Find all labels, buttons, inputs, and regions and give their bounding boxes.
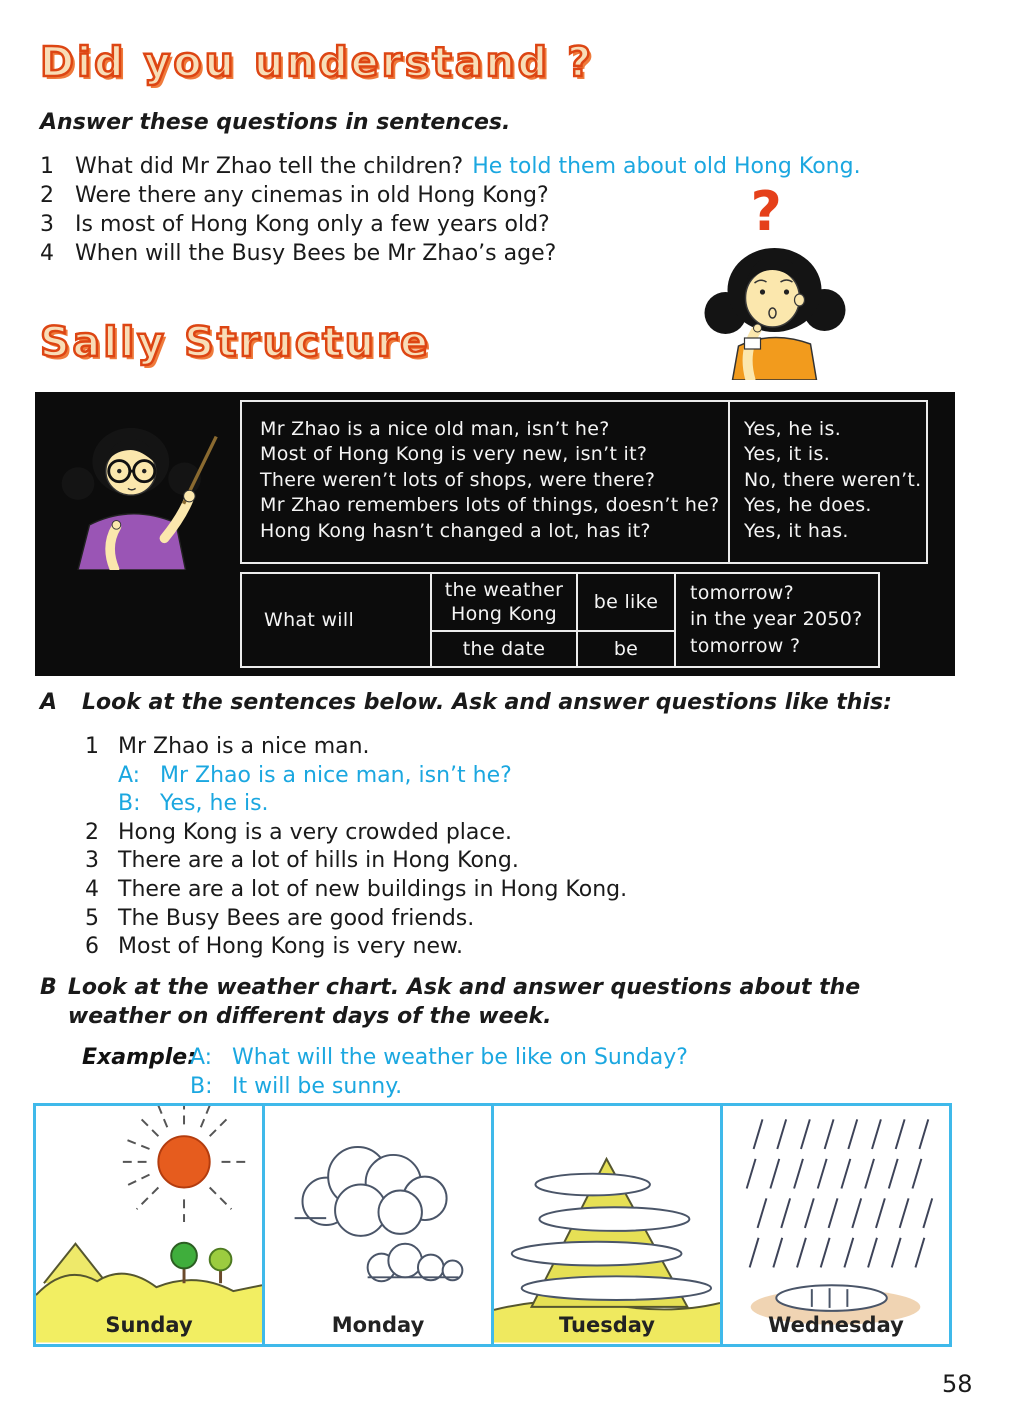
exercise-b-instruction: Look at the weather chart. Ask and answer questions about the weather on different days of the week.: [67, 975, 861, 1029]
will-starter-cell: [242, 574, 430, 666]
list-item: [85, 905, 892, 934]
cloud-icon: [368, 1244, 463, 1282]
what-will-table: [240, 572, 880, 668]
speaker-b-label: B:: [190, 1074, 213, 1099]
exercise-a-label: A: [40, 690, 58, 715]
day-label: Sunday: [105, 1313, 193, 1337]
tag-answer: Yes, he does.: [744, 494, 872, 517]
list-item: [85, 847, 892, 876]
question-answer: He told them about old Hong Kong.: [472, 154, 861, 179]
item-text: There are a lot of new buildings in Hong Kong.: [118, 876, 628, 902]
question-number: 3: [40, 212, 54, 237]
example-line-b: [82, 1072, 688, 1101]
tag-question: Hong Kong hasn’t changed a lot, has it?: [260, 519, 651, 542]
example-line-a: [82, 1043, 688, 1072]
tag-question: There weren’t lots of shops, were there?: [260, 468, 656, 491]
puddle-icon: [776, 1285, 887, 1311]
speaker-a-label: A:: [190, 1045, 213, 1070]
question-number: 4: [40, 241, 54, 266]
question-row: [40, 152, 861, 181]
dialogue-line-a: [85, 762, 892, 791]
speaker-b-text: It will be sunny.: [232, 1074, 403, 1099]
section-title-sally-structure: Sally Structure: [40, 318, 431, 366]
question-text: When will the Busy Bees be Mr Zhao’s age?: [75, 241, 557, 266]
item-number: 1: [85, 734, 99, 759]
exercise-a: [40, 688, 892, 962]
sun-icon: [121, 1106, 247, 1222]
list-item: [85, 733, 892, 762]
tag-answer-column: [728, 402, 926, 562]
example-label: Example:: [82, 1045, 196, 1070]
sunny-illustration: [36, 1106, 262, 1344]
weather-panel-tuesday: [494, 1106, 723, 1344]
exercise-a-heading: [40, 688, 892, 717]
question-number: 1: [40, 154, 54, 179]
tag-answer: No, there weren’t.: [744, 468, 922, 491]
will-ending-line2: in the year 2050?: [690, 608, 863, 630]
cloudy-illustration: [265, 1106, 491, 1344]
item-number: 2: [85, 819, 99, 845]
weather-panel-sunday: [36, 1106, 265, 1344]
will-subject1-cell: [430, 574, 576, 630]
will-subject2-cell: the date: [430, 630, 576, 666]
will-ending-line3: tomorrow ?: [690, 635, 801, 657]
section1-instruction: Answer these questions in sentences.: [40, 110, 511, 135]
misty-hill-illustration: [494, 1106, 720, 1344]
sally-structure-panel: [35, 392, 955, 676]
item-text: The Busy Bees are good friends.: [118, 905, 475, 931]
tag-question-table: [240, 400, 928, 564]
speaker-b-text: Yes, he is.: [160, 791, 269, 817]
tag-question: Mr Zhao remembers lots of things, doesn’t he?: [260, 494, 720, 517]
will-subject1-line2: Hong Kong: [451, 603, 557, 625]
question-text: Were there any cinemas in old Hong Kong?: [75, 183, 549, 208]
rain-icon: [747, 1119, 933, 1267]
question-mark-icon: ?: [750, 180, 782, 243]
item-number: 3: [85, 848, 99, 874]
item-text: Mr Zhao is a nice man.: [118, 734, 370, 759]
will-verb1-cell: be like: [576, 574, 674, 630]
list-item: [85, 819, 892, 848]
item-number: 6: [85, 934, 99, 960]
tag-question: Most of Hong Kong is very new, isn’t it?: [260, 443, 648, 466]
day-label: Monday: [331, 1313, 425, 1337]
question-text: What did Mr Zhao tell the children?: [75, 154, 464, 179]
item-text: Hong Kong is a very crowded place.: [118, 819, 513, 845]
weather-panel-wednesday: [723, 1106, 949, 1344]
weather-panel-monday: [265, 1106, 494, 1344]
page-number: 58: [942, 1370, 973, 1398]
exercise-b: [40, 973, 920, 1031]
exercise-b-example: [82, 1043, 688, 1101]
list-item: [85, 876, 892, 905]
item-number: 5: [85, 905, 99, 931]
will-ending-line1: tomorrow?: [690, 582, 795, 604]
cloud-icon: [295, 1147, 447, 1236]
speaker-a-label: A:: [118, 762, 141, 788]
question-text: Is most of Hong Kong only a few years old?: [75, 212, 550, 237]
tag-answer: Yes, it has.: [744, 519, 849, 542]
tag-question: Mr Zhao is a nice old man, isn’t he?: [260, 418, 610, 440]
exercise-b-heading: [40, 973, 920, 1031]
list-item: [85, 933, 892, 962]
will-ending-cell: [674, 574, 878, 666]
day-label: Tuesday: [559, 1313, 655, 1337]
thinking-girl-illustration: [690, 180, 860, 380]
sally-teacher-illustration: [43, 402, 233, 570]
tag-question-column: [242, 402, 728, 562]
will-subject1-line1: the weather: [444, 579, 564, 601]
rainy-illustration: [723, 1106, 949, 1344]
question-number: 2: [40, 183, 54, 208]
speaker-a-text: What will the weather be like on Sunday?: [232, 1045, 688, 1070]
weather-chart: [33, 1103, 952, 1347]
exercise-b-label: B: [40, 975, 57, 1000]
dialogue-line-b: [85, 790, 892, 819]
will-verb2-cell: be: [576, 630, 674, 666]
tag-answer: Yes, he is.: [744, 418, 842, 440]
will-starter: What will: [264, 609, 355, 631]
item-text: Most of Hong Kong is very new.: [118, 934, 463, 960]
tag-answer: Yes, it is.: [744, 443, 831, 466]
exercise-a-list: [40, 733, 892, 962]
exercise-a-instruction: Look at the sentences below. Ask and answer questions like this:: [82, 690, 892, 715]
item-text: There are a lot of hills in Hong Kong.: [118, 848, 519, 874]
speaker-b-label: B:: [118, 791, 141, 817]
speaker-a-text: Mr Zhao is a nice man, isn’t he?: [160, 762, 512, 788]
day-label: Wednesday: [768, 1313, 904, 1337]
section-title-did-you-understand: Did you understand ?: [40, 38, 595, 86]
item-number: 4: [85, 876, 99, 902]
